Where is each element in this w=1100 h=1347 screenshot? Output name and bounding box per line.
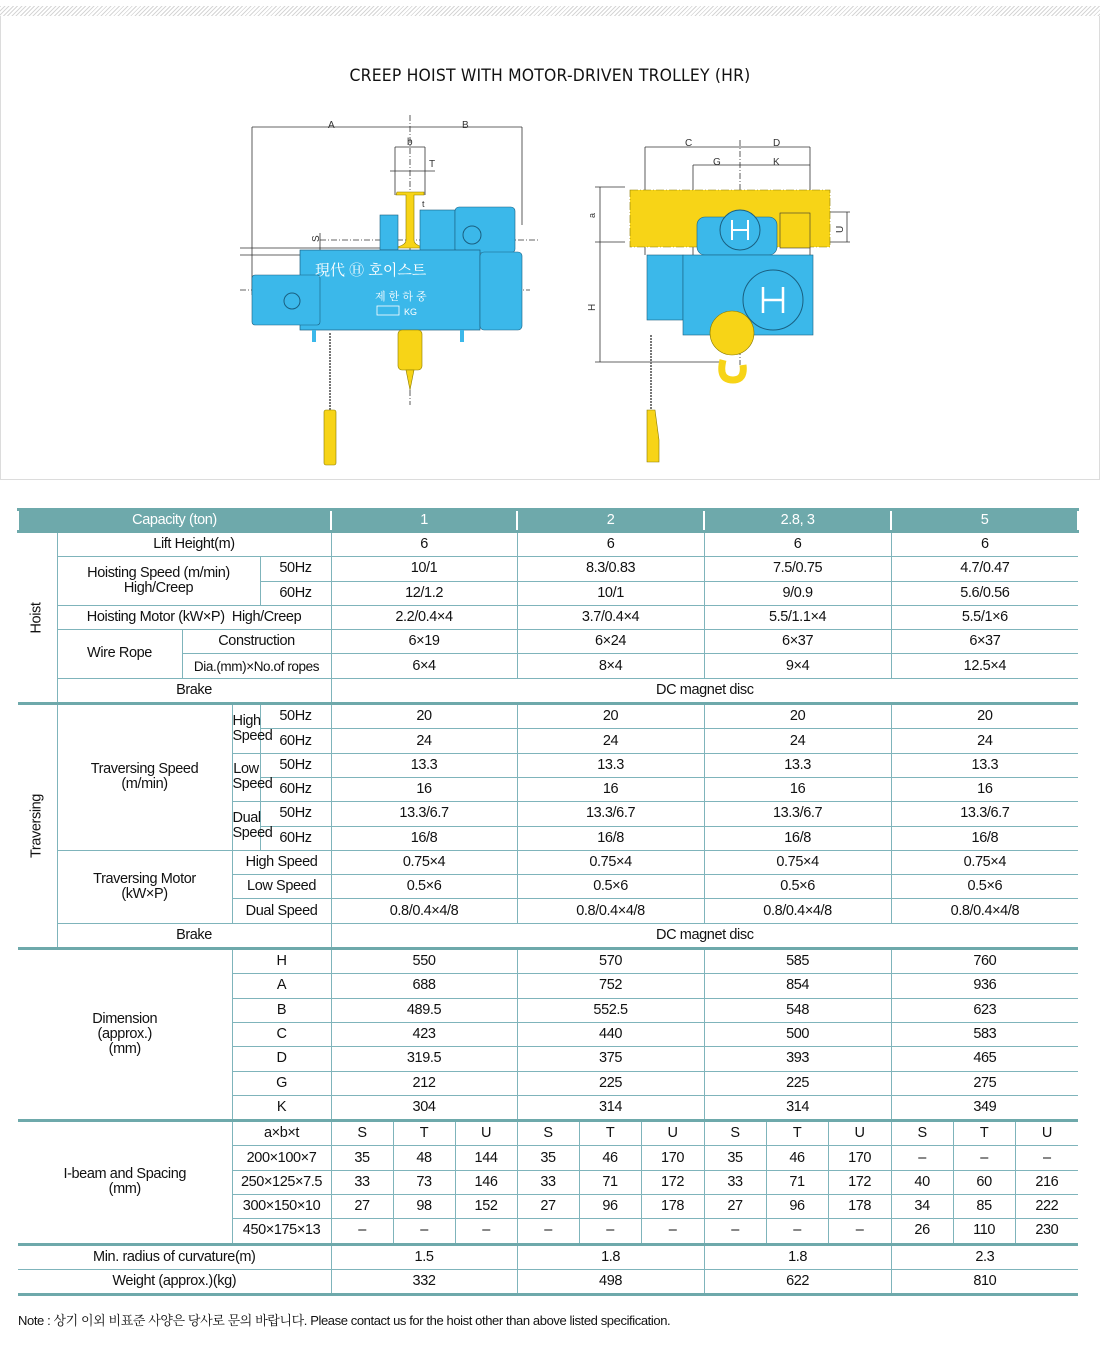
figure-title: CREEP HOIST WITH MOTOR-DRIVEN TROLLEY (HR)	[349, 66, 751, 86]
ibeam-value: –	[393, 1219, 455, 1244]
dim-label-g: G	[713, 157, 721, 168]
hoist-group-label: Hoist	[18, 532, 57, 704]
dim-key: A	[232, 974, 331, 998]
cell: 7.5/0.75	[704, 557, 891, 581]
cell: 6×4	[331, 654, 517, 678]
freq-label: 50Hz	[260, 753, 331, 777]
dimension-label-line1: Dimension	[92, 1011, 158, 1028]
capacity-1: 1	[331, 510, 517, 532]
ibeam-value: 73	[393, 1170, 455, 1194]
ibeam-value: –	[953, 1146, 1015, 1170]
dim-key: B	[232, 998, 331, 1022]
ibeam-value: –	[331, 1219, 393, 1244]
cell: 4.7/0.47	[891, 557, 1078, 581]
motor-low-label: Low Speed	[232, 875, 331, 899]
front-view-drawing	[585, 135, 860, 470]
sub-header-t: T	[393, 1121, 455, 1146]
ibeam-value: 146	[455, 1170, 517, 1194]
ibeam-value: 98	[393, 1195, 455, 1219]
cell: 24	[704, 729, 891, 753]
ibeam-value: –	[579, 1219, 641, 1244]
hoist-brake-row	[18, 678, 1078, 703]
cell: 1.8	[517, 1244, 704, 1269]
dim-label-a: A	[328, 120, 335, 131]
cell: 12/1.2	[331, 581, 517, 605]
dim-key: C	[232, 1022, 331, 1046]
cell: 13.3	[891, 753, 1078, 777]
cell: 9×4	[704, 654, 891, 678]
ibeam-value: 27	[517, 1195, 579, 1219]
cell: 304	[331, 1095, 517, 1120]
ibeam-value: –	[517, 1219, 579, 1244]
ibeam-size-header: a×b×t	[232, 1121, 331, 1146]
cell: 16/8	[517, 826, 704, 850]
ibeam-value: 26	[891, 1219, 953, 1244]
cell: 583	[891, 1022, 1078, 1046]
cell: 275	[891, 1071, 1078, 1095]
hoisting-speed-label	[57, 557, 260, 606]
sub-header-t: T	[766, 1121, 828, 1146]
cell: 0.5×6	[704, 875, 891, 899]
cell: 16	[517, 777, 704, 801]
dim-label-b-upper: B	[462, 120, 469, 131]
sub-header-t: T	[579, 1121, 641, 1146]
cell: 5.6/0.56	[891, 581, 1078, 605]
ibeam-value: 216	[1015, 1170, 1078, 1194]
low-speed-label: Low Speed	[232, 753, 260, 802]
cell: 20	[331, 704, 517, 729]
top-hatch-border	[0, 6, 1100, 16]
ibeam-value: 27	[331, 1195, 393, 1219]
ibeam-value: 40	[891, 1170, 953, 1194]
cell: 10/1	[331, 557, 517, 581]
cell: 6	[891, 532, 1078, 557]
dim-label-h: H	[587, 303, 598, 311]
dim-label-a-front: a	[587, 212, 597, 218]
nameplate-line-1: 現代 Ⓗ 호이스트	[315, 262, 427, 279]
traversing-speed-label	[57, 704, 232, 851]
ibeam-value: 96	[766, 1195, 828, 1219]
cell: 0.5×6	[891, 875, 1078, 899]
wire-rope-label: Wire Rope	[57, 630, 182, 679]
freq-label: 50Hz	[260, 704, 331, 729]
high-speed-label: High Speed	[232, 704, 260, 754]
nameplate-unit: KG	[404, 307, 418, 317]
cell: 2.2/0.4×4	[331, 605, 517, 629]
cell: 8.3/0.83	[517, 557, 704, 581]
cell: 13.3	[331, 753, 517, 777]
dim-label-b-lower: b	[407, 137, 413, 148]
cell: 810	[891, 1269, 1078, 1294]
cell: 225	[517, 1071, 704, 1095]
cell: 13.3/6.7	[331, 802, 517, 826]
ibeam-size: 200×100×7	[232, 1146, 331, 1170]
ibeam-value: 110	[953, 1219, 1015, 1244]
hoisting-motor-label: Hoisting Motor (kW×P) High/Creep	[57, 605, 331, 629]
cell: 622	[704, 1269, 891, 1294]
sub-header-u: U	[641, 1121, 704, 1146]
ibeam-value: 33	[331, 1170, 393, 1194]
cell: 6	[704, 532, 891, 557]
cell: 0.75×4	[517, 850, 704, 874]
cell: 225	[704, 1071, 891, 1095]
cell: 752	[517, 974, 704, 998]
cell: 12.5×4	[891, 654, 1078, 678]
dim-label-c: C	[685, 138, 693, 149]
weight-label: Weight (approx.)(kg)	[18, 1269, 331, 1294]
cell: 2.3	[891, 1244, 1078, 1269]
sub-header-t: T	[953, 1121, 1015, 1146]
ibeam-value: 71	[579, 1170, 641, 1194]
ibeam-value: 178	[641, 1195, 704, 1219]
ibeam-value: 222	[1015, 1195, 1078, 1219]
ibeam-value: –	[766, 1219, 828, 1244]
cell: 9/0.9	[704, 581, 891, 605]
cell: 6×37	[704, 630, 891, 654]
ibeam-header-row	[18, 1121, 1078, 1146]
hoisting-speed-label-line1: Hoisting Speed (m/min)	[87, 565, 230, 582]
nameplate-line-2: 제 한 하 중	[375, 291, 427, 303]
capacity-header-row	[18, 510, 1078, 532]
ibeam-value: 46	[766, 1146, 828, 1170]
ibeam-value: 35	[517, 1146, 579, 1170]
ibeam-value: –	[455, 1219, 517, 1244]
cell: 0.8/0.4×4/8	[704, 899, 891, 923]
ibeam-value: –	[704, 1219, 766, 1244]
sub-header-s: S	[517, 1121, 579, 1146]
ibeam-value: 48	[393, 1146, 455, 1170]
hoisting-speed-50-row	[18, 557, 1078, 581]
traversing-group-label: Traversing	[18, 704, 57, 949]
dimension-label-line3: (mm)	[108, 1041, 141, 1058]
cell: 0.75×4	[331, 850, 517, 874]
capacity-2: 2	[517, 510, 704, 532]
dim-label-s: S	[311, 235, 322, 242]
cell: 936	[891, 974, 1078, 998]
ibeam-value: 172	[828, 1170, 891, 1194]
ibeam-value: 34	[891, 1195, 953, 1219]
footnote: Note : 상기 이외 비표준 사양은 당사로 문의 바랍니다. Please contact us for the hoist other than above listed specification.	[18, 1313, 671, 1328]
cell: 6×37	[891, 630, 1078, 654]
cell: 854	[704, 974, 891, 998]
cell: 552.5	[517, 998, 704, 1022]
freq-label: 50Hz	[260, 802, 331, 826]
cell: 6×19	[331, 630, 517, 654]
ibeam-value: 144	[455, 1146, 517, 1170]
freq-label: 50Hz	[260, 557, 331, 581]
cell: 489.5	[331, 998, 517, 1022]
cell: 24	[331, 729, 517, 753]
cell: 0.5×6	[517, 875, 704, 899]
ibeam-size: 450×175×13	[232, 1219, 331, 1244]
cell: 13.3/6.7	[704, 802, 891, 826]
motor-high-row	[18, 850, 1078, 874]
cell: 465	[891, 1047, 1078, 1071]
cell: 570	[517, 949, 704, 974]
cell: 423	[331, 1022, 517, 1046]
dim-key: K	[232, 1095, 331, 1120]
cell: 24	[891, 729, 1078, 753]
hoist-brake-label: Brake	[57, 678, 331, 703]
cell: 10/1	[517, 581, 704, 605]
ibeam-value: 60	[953, 1170, 1015, 1194]
dim-label-t-lower: t	[422, 199, 425, 209]
dim-key: G	[232, 1071, 331, 1095]
weight-row	[18, 1269, 1078, 1294]
cell: 0.8/0.4×4/8	[891, 899, 1078, 923]
ibeam-value: 170	[641, 1146, 704, 1170]
sub-header-s: S	[891, 1121, 953, 1146]
ibeam-size: 300×150×10	[232, 1195, 331, 1219]
cell: 8×4	[517, 654, 704, 678]
capacity-4: 5	[891, 510, 1078, 532]
dual-speed-label: Dual Speed	[232, 802, 260, 851]
dim-label-d: D	[773, 138, 781, 149]
cell: 760	[891, 949, 1078, 974]
hoist-brake-value: DC magnet disc	[331, 678, 1078, 703]
ibeam-value: 85	[953, 1195, 1015, 1219]
cell: 349	[891, 1095, 1078, 1120]
traversing-speed-label-line1: Traversing Speed	[90, 761, 199, 778]
cell: 314	[704, 1095, 891, 1120]
dim-row-h	[18, 949, 1078, 974]
sub-header-u: U	[828, 1121, 891, 1146]
traversing-speed-label-line2: (m/min)	[121, 776, 168, 793]
ibeam-value: 152	[455, 1195, 517, 1219]
traversing-motor-label	[57, 850, 232, 923]
capacity-label: Capacity (ton)	[18, 510, 331, 532]
cell: 550	[331, 949, 517, 974]
cell: 0.75×4	[891, 850, 1078, 874]
cell: 6	[517, 532, 704, 557]
ibeam-value: 46	[579, 1146, 641, 1170]
traversing-motor-label-line1: Traversing Motor	[93, 870, 196, 887]
traversing-motor-label-line2: (kW×P)	[121, 885, 168, 902]
ibeam-size: 250×125×7.5	[232, 1170, 331, 1194]
cell: 332	[331, 1269, 517, 1294]
traversing-brake-row	[18, 923, 1078, 948]
cell: 688	[331, 974, 517, 998]
cell: 6×24	[517, 630, 704, 654]
ibeam-value: 33	[704, 1170, 766, 1194]
dim-key: H	[232, 949, 331, 974]
cell: 16	[704, 777, 891, 801]
cell: 20	[517, 704, 704, 729]
ibeam-value: 33	[517, 1170, 579, 1194]
ibeam-label-line1: I-beam and Spacing	[63, 1166, 187, 1183]
cell: 13.3/6.7	[891, 802, 1078, 826]
cell: 212	[331, 1071, 517, 1095]
ibeam-value: –	[891, 1146, 953, 1170]
ibeam-value: 35	[331, 1146, 393, 1170]
dim-label-t-upper: T	[429, 159, 436, 170]
ibeam-value: 230	[1015, 1219, 1078, 1244]
cell: 1.8	[704, 1244, 891, 1269]
dim-label-k: K	[773, 157, 780, 168]
capacity-3: 2.8, 3	[704, 510, 891, 532]
dim-key: D	[232, 1047, 331, 1071]
dimension-label	[18, 949, 232, 1121]
motor-dual-label: Dual Speed	[232, 899, 331, 923]
cell: 5.5/1.1×4	[704, 605, 891, 629]
high-50-row	[18, 704, 1078, 729]
cell: 498	[517, 1269, 704, 1294]
construction-label: Construction	[182, 630, 331, 654]
cell: 16/8	[891, 826, 1078, 850]
sub-header-s: S	[331, 1121, 393, 1146]
ibeam-value: –	[1015, 1146, 1078, 1170]
construction-row	[18, 630, 1078, 654]
freq-label: 60Hz	[260, 729, 331, 753]
ibeam-value: 170	[828, 1146, 891, 1170]
cell: 314	[517, 1095, 704, 1120]
min-radius-label: Min. radius of curvature(m)	[18, 1244, 331, 1269]
hoisting-motor-row	[18, 605, 1078, 629]
cell: 16	[891, 777, 1078, 801]
ibeam-value: 96	[579, 1195, 641, 1219]
cell: 0.75×4	[704, 850, 891, 874]
ibeam-value: 178	[828, 1195, 891, 1219]
side-view-drawing	[240, 115, 540, 470]
cell: 3.7/0.4×4	[517, 605, 704, 629]
ibeam-value: –	[828, 1219, 891, 1244]
freq-label: 60Hz	[260, 826, 331, 850]
freq-label: 60Hz	[260, 581, 331, 605]
cell: 585	[704, 949, 891, 974]
motor-high-label: High Speed	[232, 850, 331, 874]
sub-header-u: U	[1015, 1121, 1078, 1146]
dia-label: Dia.(mm)×No.of ropes	[182, 654, 331, 678]
sub-header-u: U	[455, 1121, 517, 1146]
dimension-label-line2: (approx.)	[97, 1026, 152, 1043]
cell: 623	[891, 998, 1078, 1022]
cell: 16/8	[331, 826, 517, 850]
cell: 0.5×6	[331, 875, 517, 899]
cell: 500	[704, 1022, 891, 1046]
ibeam-label	[18, 1121, 232, 1244]
traversing-brake-value: DC magnet disc	[331, 923, 1078, 948]
cell: 393	[704, 1047, 891, 1071]
ibeam-value: 172	[641, 1170, 704, 1194]
cell: 5.5/1×6	[891, 605, 1078, 629]
cell: 20	[704, 704, 891, 729]
cell: 0.8/0.4×4/8	[517, 899, 704, 923]
cell: 13.3	[517, 753, 704, 777]
cell: 16	[331, 777, 517, 801]
cell: 548	[704, 998, 891, 1022]
ibeam-value: 35	[704, 1146, 766, 1170]
cell: 6	[331, 532, 517, 557]
ibeam-value: 71	[766, 1170, 828, 1194]
freq-label: 60Hz	[260, 777, 331, 801]
cell: 1.5	[331, 1244, 517, 1269]
cell: 20	[891, 704, 1078, 729]
traversing-brake-label: Brake	[57, 923, 331, 948]
lift-height-row	[18, 532, 1078, 557]
cell: 16/8	[704, 826, 891, 850]
hoisting-speed-label-line2: High/Creep	[123, 580, 194, 597]
cell: 13.3	[704, 753, 891, 777]
sub-header-s: S	[704, 1121, 766, 1146]
cell: 0.8/0.4×4/8	[331, 899, 517, 923]
spec-table	[17, 508, 1079, 1296]
cell: 440	[517, 1022, 704, 1046]
cell: 319.5	[331, 1047, 517, 1071]
cell: 375	[517, 1047, 704, 1071]
min-radius-row	[18, 1244, 1078, 1269]
lift-height-label: Lift Height(m)	[57, 532, 331, 557]
ibeam-value: 27	[704, 1195, 766, 1219]
ibeam-value: –	[641, 1219, 704, 1244]
ibeam-label-line2: (mm)	[108, 1181, 141, 1198]
cell: 24	[517, 729, 704, 753]
cell: 13.3/6.7	[517, 802, 704, 826]
dim-label-u: U	[835, 225, 846, 233]
